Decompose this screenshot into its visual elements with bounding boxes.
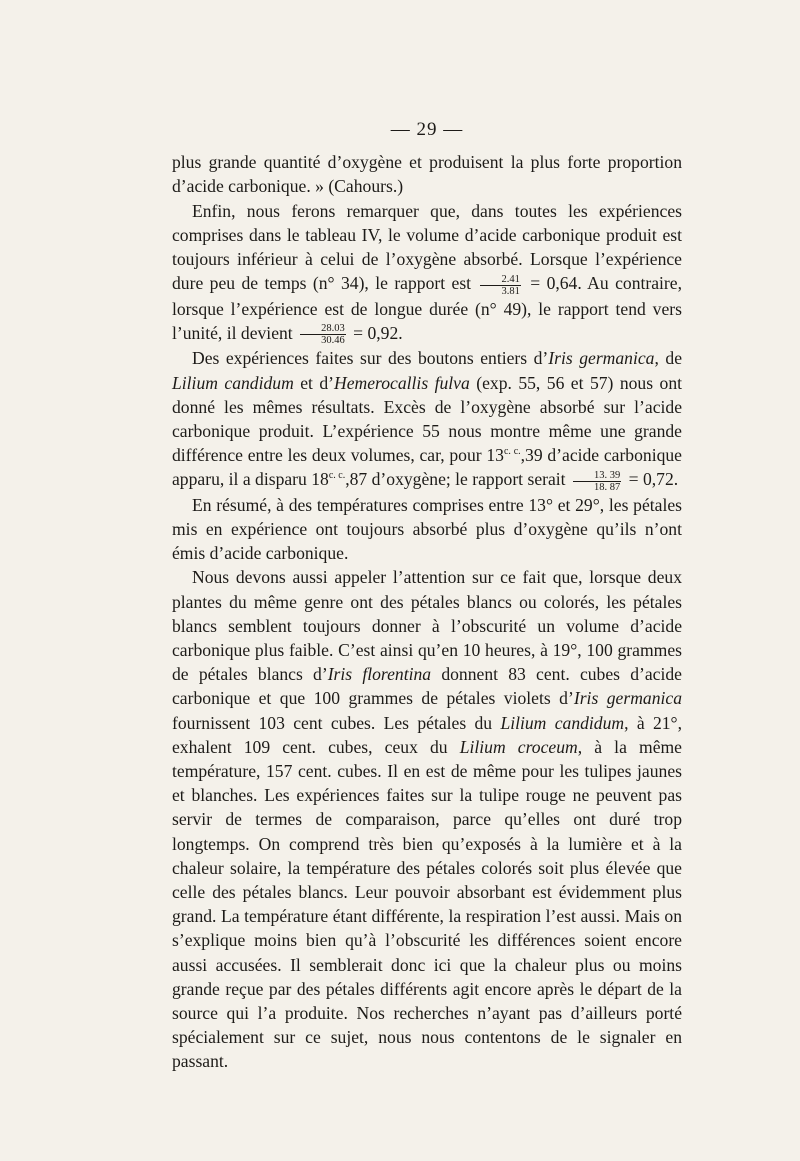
fraction-2-41-3-81 [480,274,520,297]
p3-text-e: ,39 d’acide carbonique apparu, il a disparu 18 [172,445,682,490]
species-name: Lilium croceum [459,736,578,757]
fraction-denominator: 3.81 [501,285,520,297]
fraction-28-03-30-46 [300,323,346,346]
p5-text-a: Nous devons aussi appeler l’attention sur ce fait que, lorsque deux plantes du même genre ont des pétales blancs ou colorés, les pétales blancs semblent toujours donner à l’obscurité un volume d’acide carbonique plus faible. C’est ainsi qu’en 10 heures, à 19°, 100 grammes de pétales blancs d’ [172,567,682,685]
p3-text-f: ,87 d’oxygène; le rapport serait [345,469,566,490]
species-name: Hemerocallis fulva [334,372,470,393]
page-body [172,118,682,1074]
p5-text-b: donnent 83 cent. cubes d’acide carbonique et que 100 grammes de pétales violets d’ [172,664,682,709]
paragraph-5 [172,565,682,1073]
unit-superscript: c. c. [503,446,521,458]
fraction-13-39-18-87 [573,470,621,493]
p2-text-c: = 0,92. [353,322,403,343]
p5-text-c: fournissent 103 cent cubes. Les pétales du [172,712,501,733]
paragraph-4: En résumé, à des températures comprises entre 13° et 29°, les pétales mis en expérience ont toujours absorbé plus d’oxygène qu’ils n’ont émis d’acide carbonique. [172,494,682,564]
paragraph-1: plus grande quantité d’oxygène et produisent la plus forte proportion d’acide carbonique. » (Cahours.) [172,152,682,197]
p3-text-g: = 0,72. [628,469,679,490]
p3-text-c: et d’ [293,372,335,393]
p2-text-a: Enfin, nous ferons remarquer que, dans toutes les expériences comprises dans le tableau IV, le volume d’acide carbonique produit est toujours inférieur à celui de l’oxygène absorbé. Lorsque l’expérience dure peu de temps (n° 34), le rapport est [172,200,682,294]
p5-text-e: , à la même température, 157 cent. cubes. Il en est de même pour les tulipes jaunes et blanches. Les expériences faites sur la tulipe rouge ne peuvent pas servir de termes de comparaison, parce qu’elles ont duré trop longtemps. On comprend très bien qu’exposés à la lumière et à la chaleur solaire, la température des pétales colorés soit plus élevée que celle des pétales blancs. Leur pouvoir absorbant est évidemment plus grand. La température étant différente, la respiration l’est aussi. Mais on s’explique moins bien qu’à l’obscurité les différences soient encore aussi accusées. Il semblerait donc ici que la chaleur plus ou moins grande reçue par des pétales différents agit encore après le départ de la source qui l’a produite. Nos recherches n’ayant pas d’ailleurs porté spécialement sur ce sujet, nous nous contentons de le signaler en passant. [172,736,682,1072]
fraction-numerator: 28.03 [300,323,346,335]
fraction-numerator: 13. 39 [573,470,621,482]
paragraph-3 [172,346,682,492]
p3-text-a: Des expériences faites sur des boutons entiers d’ [192,348,549,369]
unit-superscript: c. c. [328,470,346,482]
species-name: Iris florentina [327,664,432,685]
p2-text-b: = 0,64. Au contraire, lorsque l’expérience est de longue durée (n° 49), le rapport tend vers l’unité, il devient [172,273,682,343]
page-number: — 29 — [390,119,464,140]
fraction-denominator: 18. 87 [593,481,621,493]
species-name: Iris germanica [548,348,655,369]
paragraph-2 [172,199,682,347]
p5-text-d: , à 21°, exhalent 109 cent. cubes, ceux du [172,712,682,757]
fraction-numerator: 2.41 [480,274,520,286]
species-name: Lilium candidum [172,372,294,393]
p3-text-d: (exp. 55, 56 et 57) nous ont donné les mêmes résultats. Excès de l’oxygène absorbé sur l’acide carbonique produit. L’expérience 55 nous montre même une grande différence entre les deux volumes, car, pour 13 [172,372,682,466]
species-name: Lilium candidum [500,712,625,733]
fraction-denominator: 30.46 [321,335,345,347]
species-name: Iris germanica [573,688,682,709]
p3-text-b: , de [654,348,682,369]
